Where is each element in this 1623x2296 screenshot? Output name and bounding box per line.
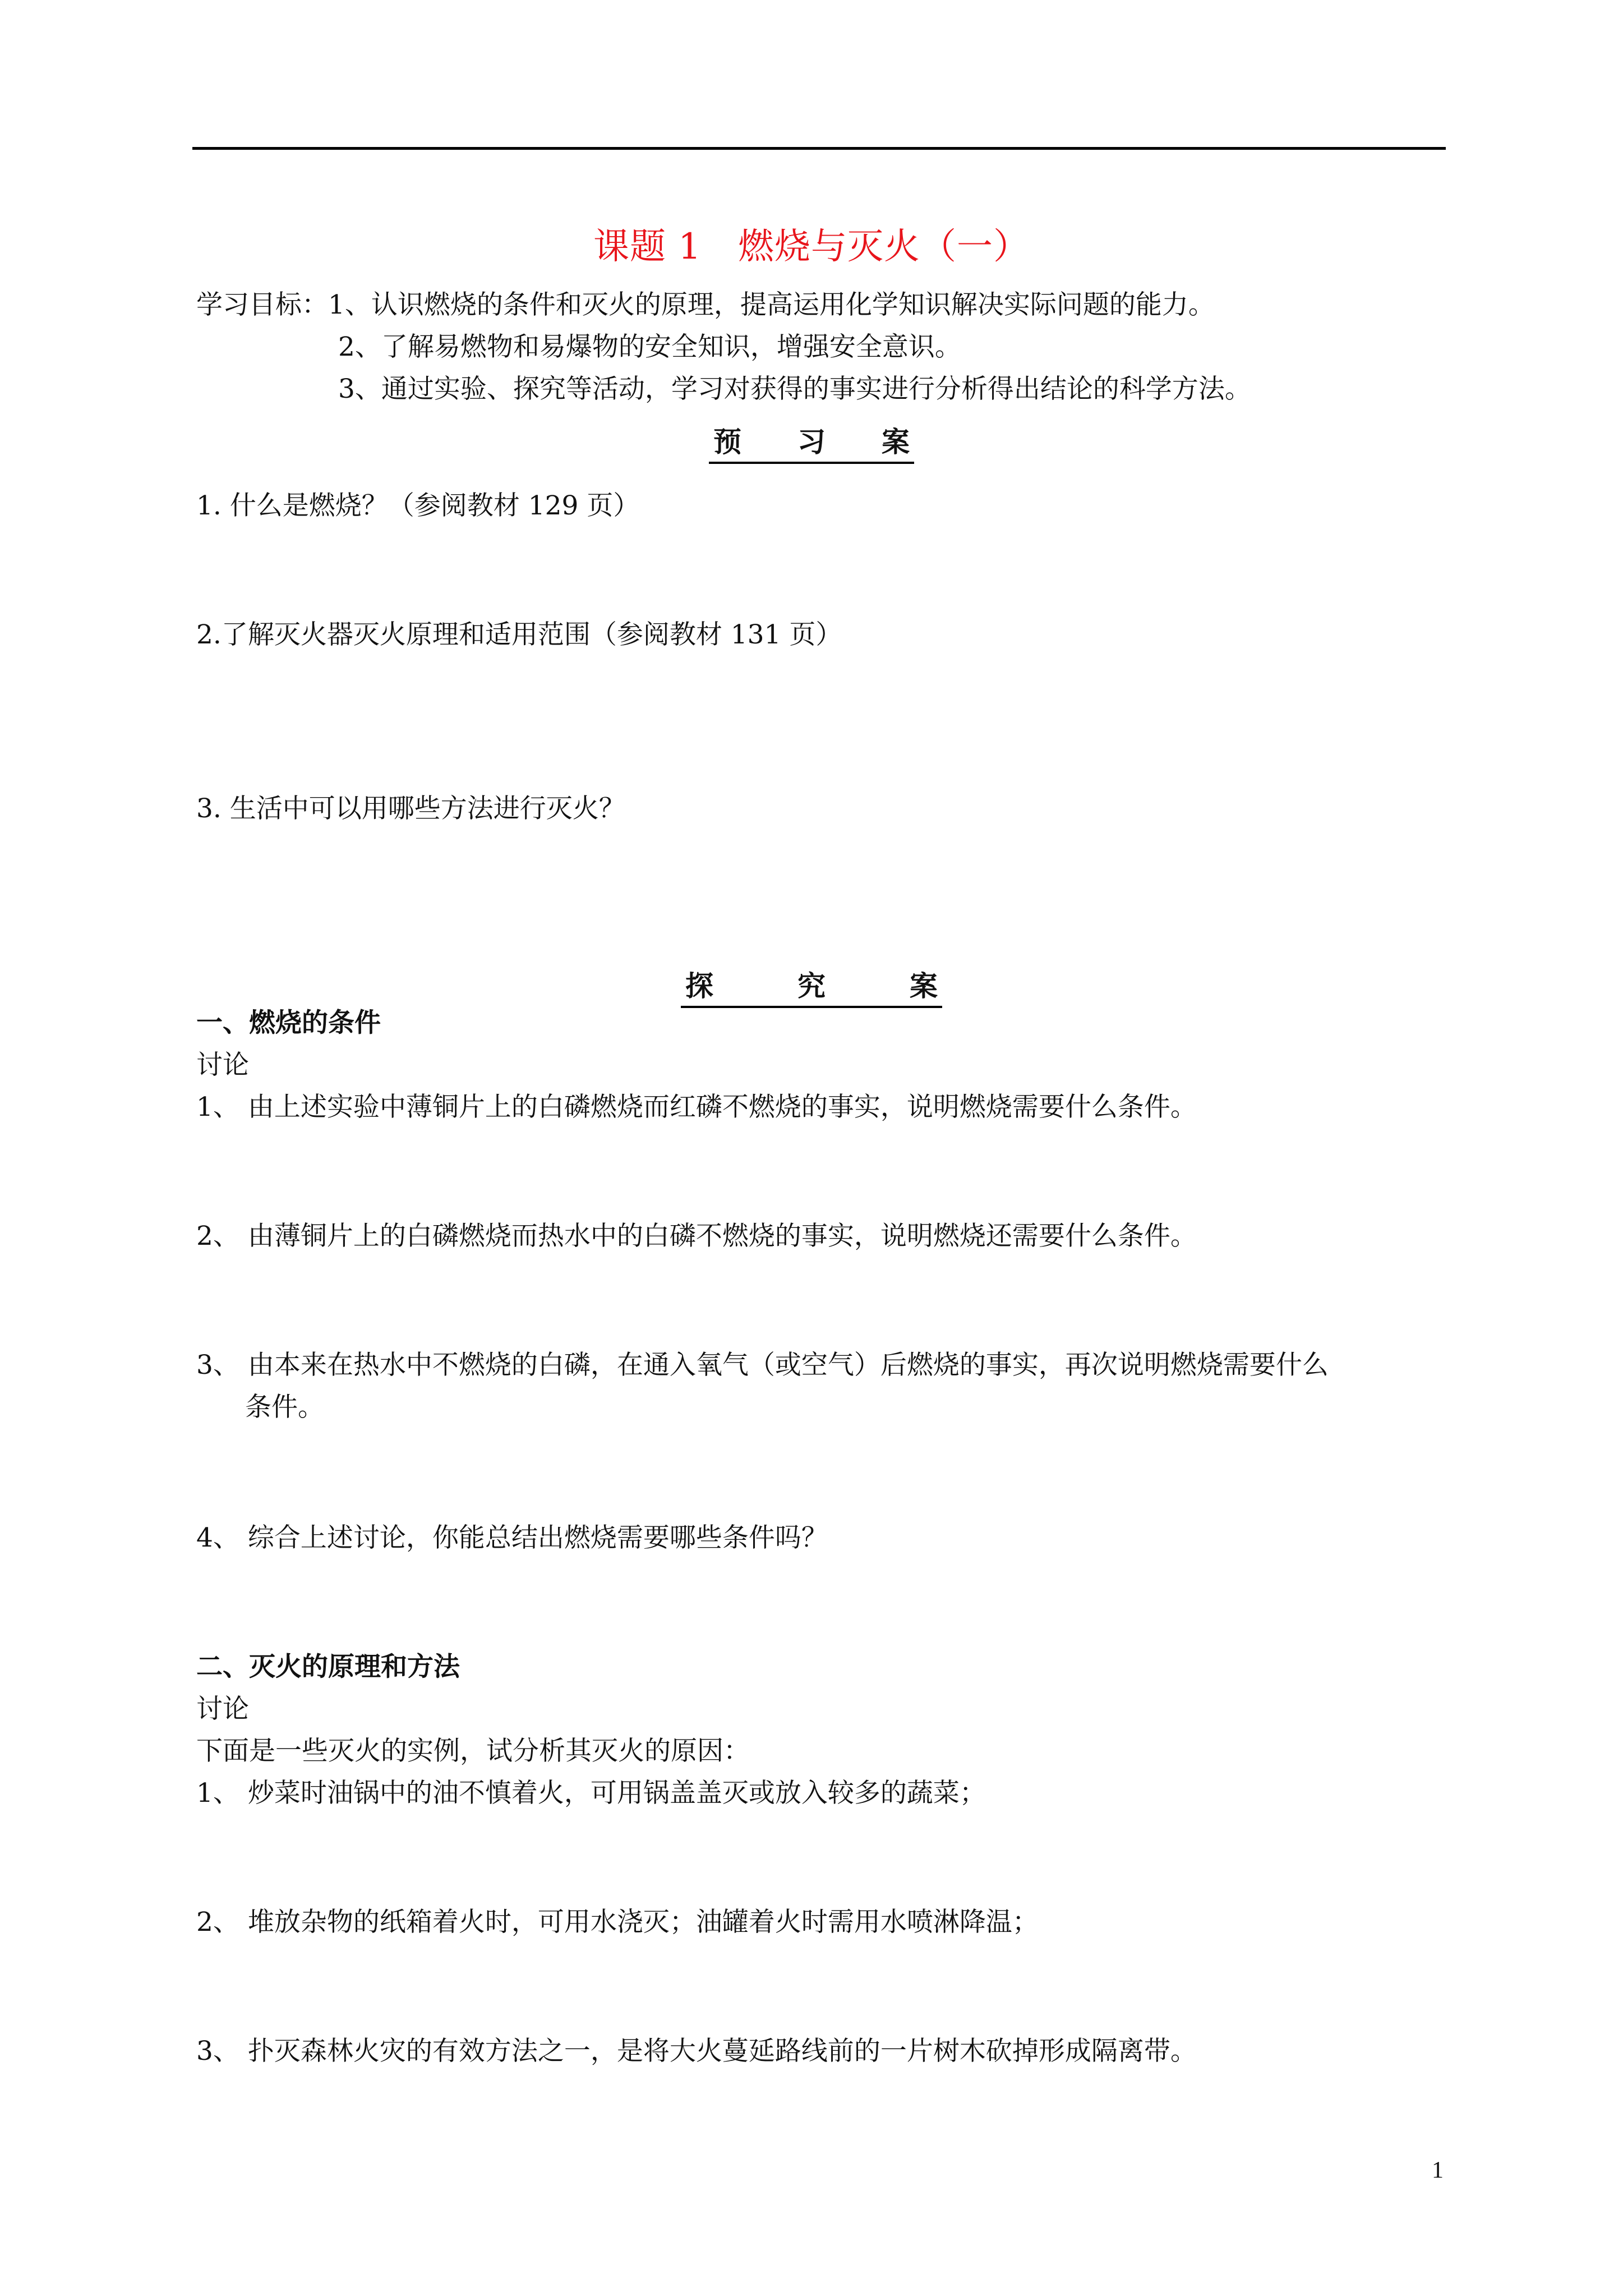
extinguishing-example-2: 2、 堆放杂物的纸箱着火时，可用水浇灭；油罐着火时需用水喷淋降温； [196,1907,1039,1938]
combustion-question-2: 2、 由薄铜片上的白磷燃烧而热水中的白磷不燃烧的事实，说明燃烧还需要什么条件。 [196,1221,1197,1251]
combustion-question-3: 3、 由本来在热水中不燃烧的白磷，在通入氧气（或空气）后燃烧的事实，再次说明燃烧需要什么 [196,1350,1329,1381]
explore-heading-text: 探 究 案 [681,969,942,1008]
combustion-question-1: 1、 由上述实验中薄铜片上的白磷燃烧而红磷不燃烧的事实，说明燃烧需要什么条件。 [196,1092,1197,1122]
extinguishing-intro: 下面是一些灭火的实例，试分析其灭火的原因： [196,1736,750,1766]
preview-question-2: 2.了解灭火器灭火原理和适用范围（参阅教材 131 页） [196,619,842,650]
extinguishing-example-1: 1、 炒菜时油锅中的油不慎着火，可用锅盖盖灭或放入较多的蔬菜； [196,1778,986,1809]
page-title: 课题 1 燃烧与灭火（一） [593,226,1030,268]
explore-heading [0,964,1623,1004]
combustion-question-4: 4、 综合上述讨论，你能总结出燃烧需要哪些条件吗？ [196,1522,828,1553]
preview-question-3: 3. 生活中可以用哪些方法进行灭火？ [196,793,625,824]
extinguishing-example-3: 3、 扑灭森林火灾的有效方法之一，是将大火蔓延路线前的一片树木砍掉形成隔离带。 [196,2036,1197,2067]
page-number: 1 [1432,2157,1444,2183]
objective-line-2: 2、了解易燃物和易爆物的安全知识，增强安全意识。 [338,332,961,362]
combustion-question-3-cont: 条件。 [245,1392,324,1423]
objective-line-1: 学习目标：1、认识燃烧的条件和灭火的原理，提高运用化学知识解决实际问题的能力。 [196,289,1215,320]
preview-question-1: 1. 什么是燃烧？（参阅教材 129 页） [196,490,640,521]
header-rule [192,147,1446,150]
preview-heading [0,420,1623,460]
discussion-label-1: 讨论 [196,1050,249,1080]
section-extinguishing: 二、灭火的原理和方法 [196,1651,460,1682]
objective-line-3: 3、通过实验、探究等活动，学习对获得的事实进行分析得出结论的科学方法。 [338,374,1251,404]
section-combustion-conditions: 一、燃烧的条件 [196,1007,381,1038]
discussion-label-2: 讨论 [196,1694,249,1724]
preview-heading-text: 预 习 案 [709,425,914,464]
